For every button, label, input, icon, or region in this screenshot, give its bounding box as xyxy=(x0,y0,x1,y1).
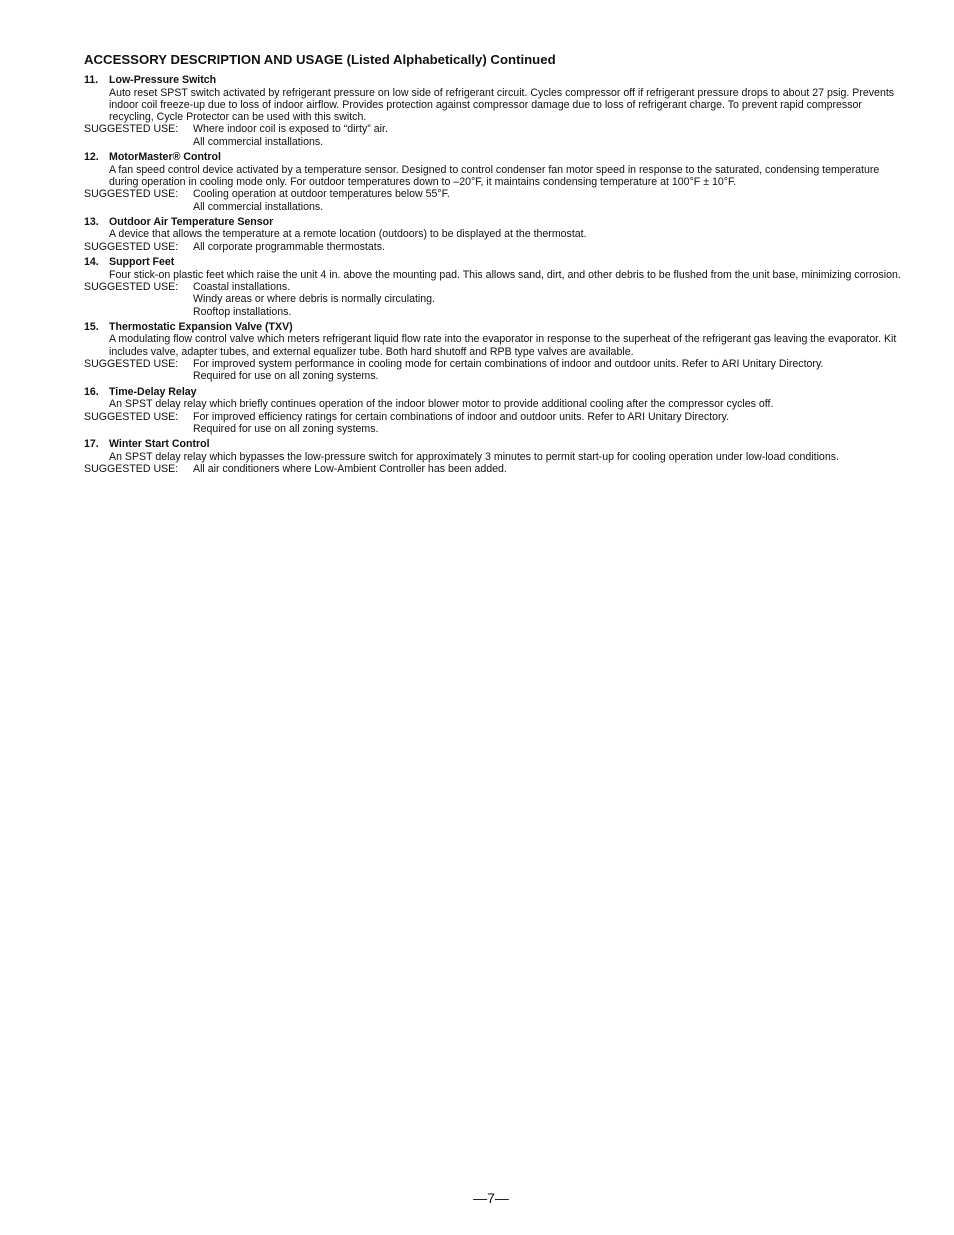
entry-name: Time-Delay Relay xyxy=(109,385,197,398)
suggested-use-label: SUGGESTED USE: xyxy=(84,240,179,253)
entry-description: A fan speed control device activated by a temperature sensor. Designed to control condenser fan motor speed in response to the saturated, condensing temperature during operation in cooling mode only. For outdoor temperatures down to –20°F, it maintains condensing temperature at 100°F ± 10°F. xyxy=(109,163,880,188)
suggested-use-item: Where indoor coil is exposed to “dirty” air. xyxy=(193,123,388,136)
entry-number: 11. xyxy=(84,74,99,86)
suggested-use-list xyxy=(193,358,823,383)
entry-number: 16. xyxy=(84,385,99,398)
accessory-entry-support-feet xyxy=(84,256,902,318)
entry-heading xyxy=(84,256,902,269)
suggested-use-list xyxy=(193,123,388,148)
entry-number: 12. xyxy=(84,151,99,164)
suggested-use-list xyxy=(193,188,450,213)
entry-description: A modulating flow control valve which meters refrigerant liquid flow rate into the evaporator in response to the superheat of the refrigerant gas leaving the evaporator. Kit includes valve, adapter tubes, and external equalizer tube. Both hard shutoff and RPB type valves are available. xyxy=(109,333,897,358)
entry-name: MotorMaster® Control xyxy=(109,151,221,164)
entry-number: 13. xyxy=(84,215,99,228)
suggested-use-item: All air conditioners where Low-Ambient Controller has been added. xyxy=(193,462,507,475)
suggested-use-label: SUGGESTED USE: xyxy=(84,188,179,201)
suggested-use-item: Windy areas or where debris is normally circulating. xyxy=(193,293,435,306)
suggested-use-label: SUGGESTED USE: xyxy=(84,410,179,423)
suggested-use-item: Required for use on all zoning systems. xyxy=(193,422,379,435)
suggested-use-item: Rooftop installations. xyxy=(193,305,292,318)
suggested-use-item: Coastal installations. xyxy=(193,280,291,293)
entry-heading xyxy=(84,74,902,87)
entry-description: An SPST delay relay which briefly continues operation of the indoor blower motor to provide additional cooling after the compressor cycles off. xyxy=(109,398,774,411)
suggested-use-item: All corporate programmable thermostats. xyxy=(193,240,385,253)
page-number: —7— xyxy=(473,1190,509,1206)
document-body xyxy=(84,52,902,478)
suggested-use-label: SUGGESTED USE: xyxy=(84,280,179,293)
suggested-use-label: SUGGESTED USE: xyxy=(84,462,179,475)
entry-heading xyxy=(84,438,902,451)
accessory-entry-thermostatic-expansion-valve xyxy=(84,321,902,383)
suggested-use-item: All commercial installations. xyxy=(193,200,324,213)
suggested-use-item: For improved efficiency ratings for certain combinations of indoor and outdoor units. Refer to ARI Unitary Directory. xyxy=(193,410,730,423)
entry-number: 14. xyxy=(84,256,99,269)
entry-name: Thermostatic Expansion Valve (TXV) xyxy=(109,320,293,333)
entry-name: Support Feet xyxy=(109,256,175,269)
entry-number: 17. xyxy=(84,438,99,451)
accessory-entry-winter-start-control xyxy=(84,438,902,475)
accessory-entry-outdoor-air-temperature-sensor xyxy=(84,216,902,253)
entry-description: Four stick-on plastic feet which raise the unit 4 in. above the mounting pad. This allows sand, dirt, and other debris to be flushed from the unit base, minimizing corrosion. xyxy=(109,268,901,281)
suggested-use-list xyxy=(193,411,729,436)
suggested-use-label: SUGGESTED USE: xyxy=(84,358,179,371)
entry-description: Auto reset SPST switch activated by refrigerant pressure on low side of refrigerant circuit. Cycles compressor off if refrigerant pressure drops to about 27 psig. Prevents indoor coil freeze-up due to loss of indoor airflow. Provides protection against compressor damage due to loss of refrigerant charge. To prevent rapid compressor recycling, Cycle Protector can be used with this switch. xyxy=(109,86,895,124)
accessory-entry-time-delay-relay xyxy=(84,386,902,435)
entry-name: Low-Pressure Switch xyxy=(109,74,217,86)
entry-name: Outdoor Air Temperature Sensor xyxy=(109,215,274,228)
suggested-use xyxy=(84,281,902,318)
entry-heading xyxy=(84,321,902,334)
page-title: ACCESSORY DESCRIPTION AND USAGE (Listed Alphabetically) Continued xyxy=(84,52,556,67)
entry-heading xyxy=(84,216,902,229)
suggested-use-item: For improved system performance in cooling mode for certain combinations of indoor and outdoor units. Refer to ARI Unitary Directory. xyxy=(193,358,824,371)
entry-name: Winter Start Control xyxy=(109,438,210,451)
suggested-use xyxy=(84,241,902,253)
entry-description: A device that allows the temperature at a remote location (outdoors) to be displayed at the thermostat. xyxy=(109,228,587,241)
entry-heading xyxy=(84,386,902,399)
entry-description: An SPST delay relay which bypasses the low-pressure switch for approximately 3 minutes to permit start-up for cooling operation under low-load conditions. xyxy=(109,450,839,463)
suggested-use xyxy=(84,188,902,213)
suggested-use-item: Required for use on all zoning systems. xyxy=(193,370,379,383)
suggested-use xyxy=(84,123,902,148)
accessory-entry-low-pressure-switch xyxy=(84,74,902,148)
suggested-use-label: SUGGESTED USE: xyxy=(84,123,179,136)
suggested-use-item: All commercial installations. xyxy=(193,135,324,148)
entry-heading xyxy=(84,151,902,164)
suggested-use xyxy=(84,358,902,383)
entry-number: 15. xyxy=(84,320,99,333)
suggested-use xyxy=(84,411,902,436)
suggested-use-list xyxy=(193,281,435,318)
suggested-use-list xyxy=(193,463,507,475)
suggested-use-list xyxy=(193,241,385,253)
accessory-entry-motormaster-control xyxy=(84,151,902,213)
suggested-use-item: Cooling operation at outdoor temperatures below 55°F. xyxy=(193,188,450,201)
suggested-use xyxy=(84,463,902,475)
